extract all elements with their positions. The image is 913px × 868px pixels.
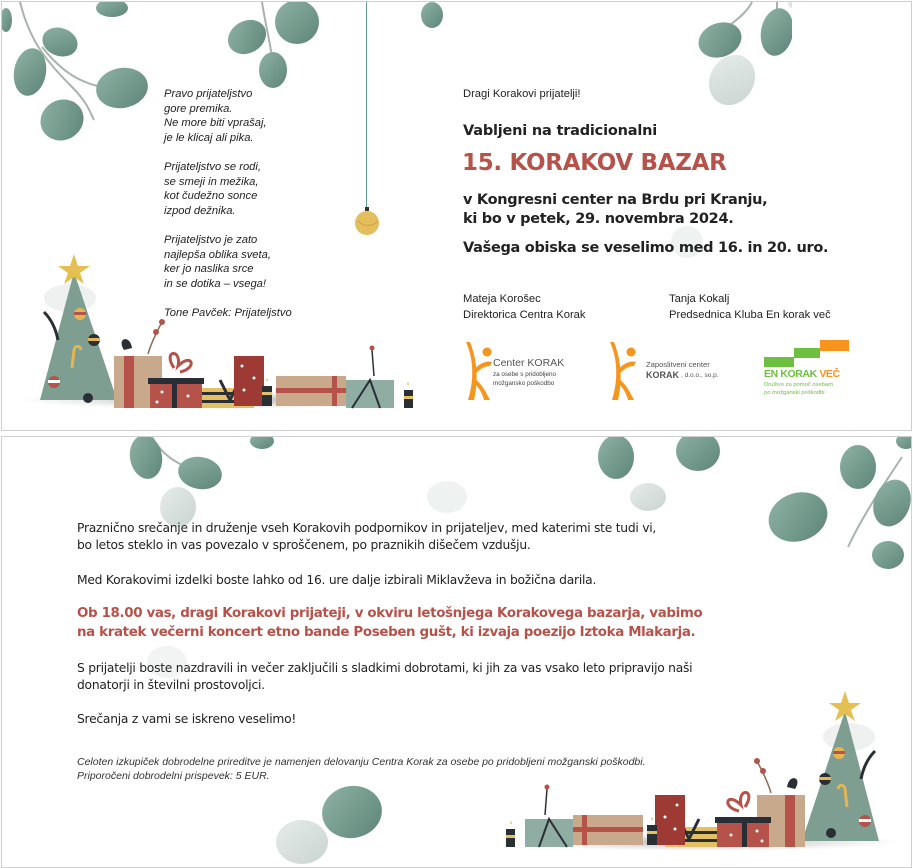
- logo-subtitle: Društvo za pomoč osebam: [764, 382, 833, 388]
- eucalyptus-branch-icon: [272, 782, 392, 867]
- poem-line: je le klicaj ali pika.: [164, 131, 254, 144]
- poem-line: kot čudežno sonce: [164, 190, 258, 203]
- logo-title: Zaposlitveni center: [646, 360, 710, 369]
- invitation-back-card: [1, 436, 912, 868]
- eucalyptus-branch-icon: [762, 437, 912, 587]
- korak-figure-icon: [460, 340, 494, 402]
- event-title: 15. KORAKOV BAZAR: [462, 150, 727, 176]
- logo-center-korak: [460, 340, 580, 402]
- event-place: [463, 191, 767, 229]
- poem-line: gore premika.: [164, 102, 233, 115]
- poem-line: in se dotika – vsega!: [164, 277, 266, 290]
- paragraph-line: Med Korakovimi izdelki boste lahko od 16. ure dalje izbirali Miklavževa in božična darila.: [77, 573, 597, 587]
- ornament-ball-icon: [354, 207, 380, 237]
- logo-title-bold: KORAK: [646, 370, 679, 380]
- greeting: Dragi Korakovi prijatelji!: [463, 88, 581, 100]
- poem-line: Prijateljstvo se rodi,: [164, 160, 261, 173]
- poem-line: Prijateljstvo je zato: [164, 233, 258, 246]
- visit-hours: Vašega obiska se veselimo med 16. in 20. uro.: [463, 240, 829, 256]
- christmas-gifts-illustration: [12, 250, 422, 420]
- event-place-line: v Kongresni center na Brdu pri Kranju,: [463, 192, 768, 208]
- logo-subtitle: , d.o.o., so.p.: [681, 371, 719, 379]
- signature-president: [669, 292, 831, 323]
- paragraph-intro: [77, 520, 656, 553]
- poem-stanza: [164, 160, 292, 218]
- logo-subtitle: možgansko poškodbo: [493, 380, 555, 387]
- logo-title: [764, 368, 840, 380]
- paragraph-gifts: [77, 572, 596, 589]
- poem-stanza: [164, 87, 292, 145]
- logo-title: Center KORAK: [493, 357, 565, 369]
- eucalyptus-branch-icon: [692, 2, 792, 107]
- logo-title-part: EN KORAK: [764, 368, 820, 380]
- footnote-line: Priporočeni dobrodelni prispevek: 5 EUR.: [77, 770, 270, 782]
- invitation-front-card: [1, 1, 912, 431]
- logo-zaposlitveni-center: [604, 340, 734, 402]
- closing-line: [77, 711, 296, 728]
- leaf-icon: [422, 477, 472, 517]
- signature-role: Predsednica Kluba En korak več: [669, 308, 831, 321]
- logo-title-part: VEČ: [819, 368, 840, 380]
- paragraph-line: donatorji in številni prostovoljci.: [77, 677, 265, 692]
- paragraph-line: Praznično srečanje in druženje vseh Korakovih podpornikov in prijateljev, med katerimi ste tudi vi,: [77, 521, 657, 535]
- leaf-icon: [417, 2, 447, 32]
- signature-role: Direktorica Centra Korak: [463, 308, 586, 321]
- poem-line: Pravo prijateljstvo: [164, 88, 253, 100]
- concert-highlight: [77, 604, 702, 642]
- logo-en-korak-vec: [764, 340, 854, 402]
- poem-attribution: Tone Pavček: Prijateljstvo: [164, 306, 292, 319]
- eucalyptus-branch-icon: [592, 437, 732, 517]
- paragraph-line: S prijatelji boste nazdravili in večer zaključili s sladkimi dobrotami, ki jih za vas vsako leto pripravijo naši: [77, 661, 693, 675]
- signature-name: Mateja Korošec: [463, 293, 541, 305]
- paragraph-line: bo letos steklo in vas povezalo v sproščenem, po praznikih dišečem vzdušju.: [77, 537, 531, 552]
- paragraph-line: Srečanja z vami se iskreno veselimo!: [77, 712, 297, 726]
- poem-line: najlepša oblika sveta,: [164, 248, 271, 261]
- eucalyptus-branch-icon: [217, 2, 327, 92]
- logo-subtitle: za osebe s pridobljeno: [493, 371, 557, 378]
- footnote-line: Celoten izkupiček dobrodelne prireditve je namenjen delovanju Centra Korak za osebe po pridobljeni možganski poškodbi.: [77, 756, 646, 768]
- poem-line: ker jo naslika srce: [164, 263, 254, 276]
- invite-line: Vabljeni na tradicionalni: [463, 123, 657, 139]
- poem-line: se smeji in mežika,: [164, 175, 259, 188]
- highlight-line: na kratek večerni koncert etno bande Poseben gušt, ki izvaja poezijo Iztoka Mlakarja.: [77, 625, 696, 640]
- highlight-line: Ob 18.00 vas, dragi Korakovi prijateji, v okviru letošnjega Korakovega bazarja, vabimo: [77, 606, 703, 621]
- steps-icon: [764, 340, 850, 368]
- poem-line: Ne more biti vprašaj,: [164, 117, 267, 130]
- event-date-line: ki bo v petek, 29. novembra 2024.: [463, 211, 734, 227]
- signature-director: [463, 292, 585, 323]
- logo-subtitle: po možganski poškodbi: [764, 390, 825, 396]
- ornament-string: [366, 2, 367, 210]
- signature-name: Tanja Kokalj: [669, 293, 730, 305]
- poem-line: izpod dežnika.: [164, 204, 236, 217]
- christmas-gifts-illustration: [497, 687, 907, 862]
- eucalyptus-branch-icon: [2, 2, 162, 152]
- korak-figure-icon: [604, 340, 638, 402]
